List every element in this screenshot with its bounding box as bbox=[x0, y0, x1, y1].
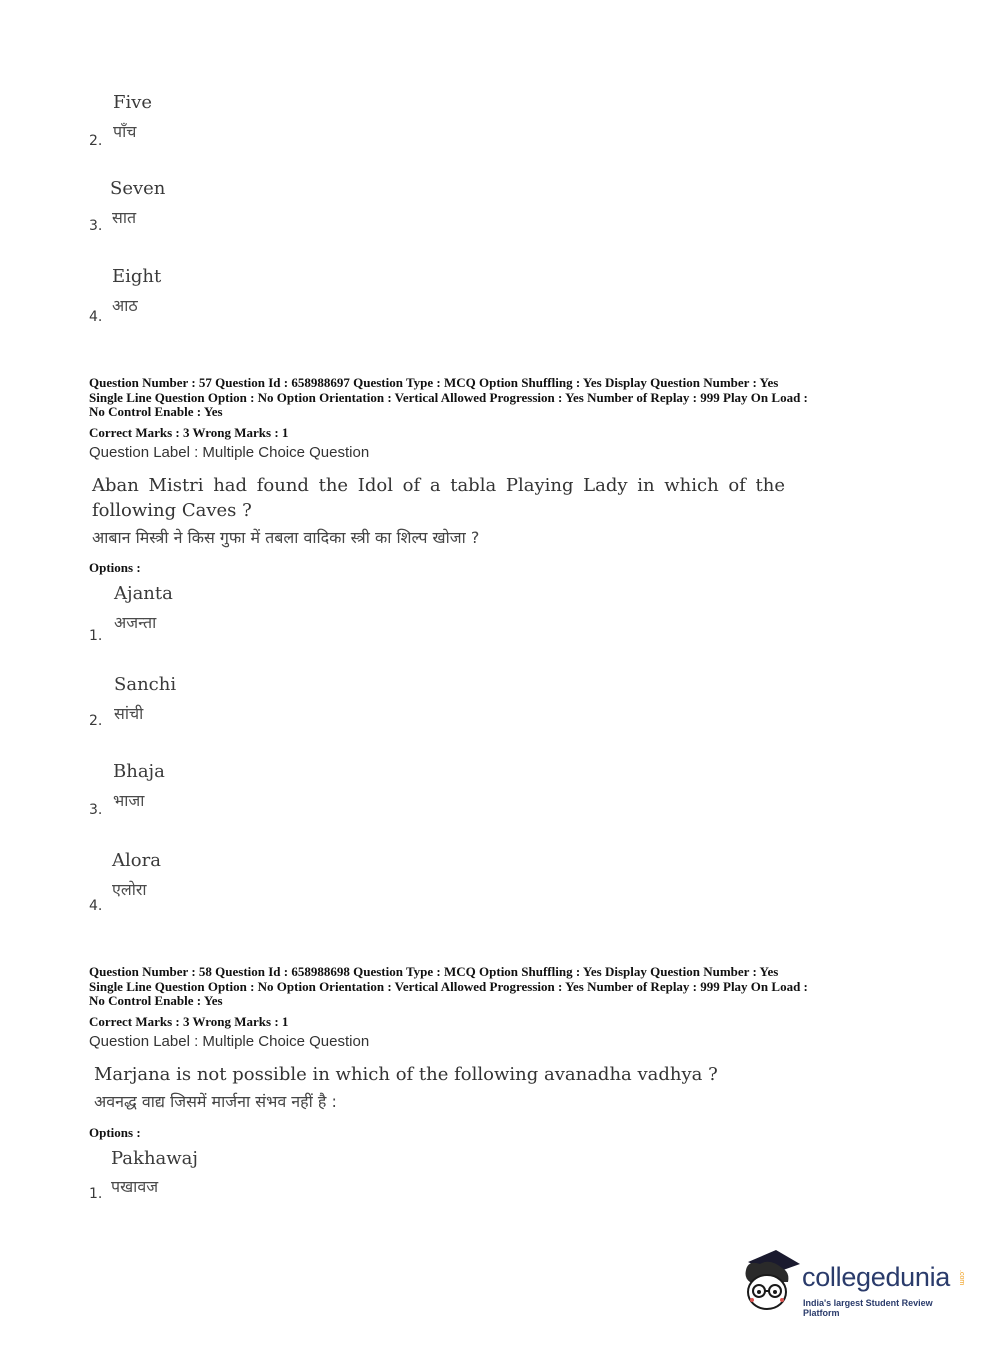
question-text-line: Aban Mistri had found the Idol of a tabla Playing Lady in which of the bbox=[92, 475, 785, 496]
option-text-hi: आठ bbox=[112, 296, 138, 315]
question-meta bbox=[89, 965, 919, 1009]
question-text-hi: आबान मिस्त्री ने किस गुफा में तबला वादिका स्त्री का शिल्प खोजा ? bbox=[92, 528, 480, 547]
meta-line: Single Line Question Option : No Option Orientation : Vertical Allowed Progression : Yes Number of Replay : 999 Play On Load : bbox=[89, 389, 808, 405]
logo-suffix: .com bbox=[958, 1270, 965, 1286]
options-heading: Options : bbox=[89, 560, 141, 575]
option-text-en: Bhaja bbox=[113, 761, 165, 782]
question-label: Question Label : Multiple Choice Question bbox=[89, 444, 370, 461]
option-text-hi: एलोरा bbox=[112, 880, 147, 899]
option-text-en: Pakhawaj bbox=[111, 1148, 198, 1169]
option-text-hi: सात bbox=[112, 208, 137, 227]
option-number: 3. bbox=[89, 218, 103, 234]
option-text-hi: पखावज bbox=[111, 1177, 159, 1196]
question-marks: Correct Marks : 3 Wrong Marks : 1 bbox=[89, 425, 289, 440]
option-text-en: Ajanta bbox=[114, 583, 173, 604]
mascot-graduation-cap-icon bbox=[740, 1248, 802, 1314]
question-marks: Correct Marks : 3 Wrong Marks : 1 bbox=[89, 1014, 289, 1029]
meta-line: No Control Enable : Yes bbox=[89, 993, 223, 1008]
option-text-hi: सांची bbox=[114, 704, 144, 723]
option-text-en: Sanchi bbox=[114, 674, 177, 695]
collegedunia-logo bbox=[740, 1248, 970, 1318]
question-text-en: Marjana is not possible in which of the following avanadha vadhya ? bbox=[94, 1064, 718, 1085]
meta-line: Question Number : 57 Question Id : 658988697 Question Type : MCQ Option Shuffling : Yes Display Question Number : Yes bbox=[89, 375, 779, 390]
question-label: Question Label : Multiple Choice Question bbox=[89, 1033, 370, 1050]
meta-line: Single Line Question Option : No Option Orientation : Vertical Allowed Progression : Yes Number of Replay : 999 Play On Load : bbox=[89, 978, 808, 994]
option-number: 4. bbox=[89, 309, 103, 325]
logo-wordmark: collegedunia bbox=[802, 1262, 951, 1292]
option-text-hi: भाजा bbox=[113, 791, 145, 810]
option-text-en: Seven bbox=[110, 178, 166, 199]
option-text-hi: पाँच bbox=[113, 122, 137, 141]
option-number: 4. bbox=[89, 898, 103, 914]
question-meta bbox=[89, 376, 919, 420]
option-number: 2. bbox=[89, 713, 103, 729]
logo-tagline: India's largest Student Review Platform bbox=[803, 1298, 933, 1318]
question-text-en bbox=[92, 473, 812, 523]
option-number: 2. bbox=[89, 133, 103, 149]
question-text-hi: अवनद्ध वाद्य जिसमें मार्जना संभव नहीं है : bbox=[94, 1092, 337, 1111]
option-number: 1. bbox=[89, 628, 103, 644]
meta-line: Question Number : 58 Question Id : 658988698 Question Type : MCQ Option Shuffling : Yes Display Question Number : Yes bbox=[89, 964, 779, 979]
meta-line: No Control Enable : Yes bbox=[89, 404, 223, 419]
option-text-en: Eight bbox=[112, 266, 162, 287]
question-text-line: following Caves ? bbox=[92, 500, 252, 521]
option-number: 1. bbox=[89, 1186, 103, 1202]
options-heading: Options : bbox=[89, 1125, 141, 1140]
option-text-en: Five bbox=[113, 92, 153, 113]
option-number: 3. bbox=[89, 802, 103, 818]
option-text-hi: अजन्ता bbox=[114, 613, 157, 632]
option-text-en: Alora bbox=[112, 850, 161, 871]
